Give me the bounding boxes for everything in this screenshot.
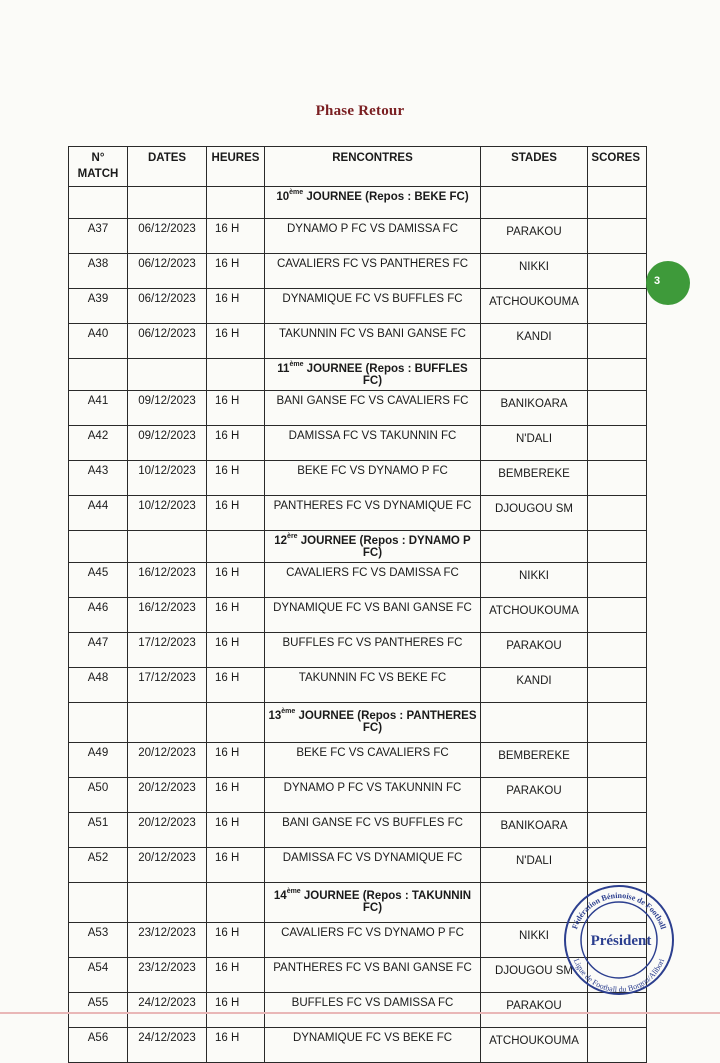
match-id: A55 <box>69 993 128 1028</box>
match-id: A49 <box>69 743 128 778</box>
header-match: N° MATCH <box>69 147 128 187</box>
match-score <box>588 848 647 883</box>
journee-row <box>69 359 647 391</box>
match-time: 16 H <box>207 958 265 993</box>
match-venue: BANIKOARA <box>481 813 588 848</box>
president-stamp <box>557 880 681 998</box>
match-id: A53 <box>69 923 128 958</box>
empty-cell <box>481 359 588 391</box>
match-date: 20/12/2023 <box>128 743 207 778</box>
empty-cell <box>481 703 588 743</box>
match-fixture: BUFFLES FC VS PANTHERES FC <box>265 633 481 668</box>
empty-cell <box>128 187 207 219</box>
empty-cell <box>128 883 207 923</box>
match-fixture: CAVALIERS FC VS DAMISSA FC <box>265 563 481 598</box>
journee-row <box>69 187 647 219</box>
match-time: 16 H <box>207 813 265 848</box>
empty-cell <box>207 531 265 563</box>
match-date: 23/12/2023 <box>128 923 207 958</box>
match-fixture: DYNAMO P FC VS DAMISSA FC <box>265 219 481 254</box>
match-venue: PARAKOU <box>481 633 588 668</box>
table-row <box>69 563 647 598</box>
match-date: 06/12/2023 <box>128 324 207 359</box>
empty-cell <box>481 531 588 563</box>
match-fixture: DYNAMIQUE FC VS BANI GANSE FC <box>265 598 481 633</box>
match-venue: BANIKOARA <box>481 391 588 426</box>
match-venue: PARAKOU <box>481 993 588 1028</box>
match-fixture: TAKUNNIN FC VS BANI GANSE FC <box>265 324 481 359</box>
empty-cell <box>588 359 647 391</box>
stamp-bottom-text: Ligue de Football du Borgou/Alibori <box>571 957 667 995</box>
match-id: A56 <box>69 1028 128 1063</box>
table-row <box>69 743 647 778</box>
match-venue: NIKKI <box>481 923 588 958</box>
empty-cell <box>69 359 128 391</box>
match-fixture: DYNAMIQUE FC VS BUFFLES FC <box>265 289 481 324</box>
match-date: 24/12/2023 <box>128 993 207 1028</box>
match-time: 16 H <box>207 289 265 324</box>
match-time: 16 H <box>207 391 265 426</box>
header-scores: SCORES <box>588 147 647 187</box>
page-title: Phase Retour <box>315 103 405 119</box>
match-score <box>588 598 647 633</box>
match-date: 24/12/2023 <box>128 1028 207 1063</box>
match-time: 16 H <box>207 633 265 668</box>
table-row <box>69 778 647 813</box>
match-venue: N'DALI <box>481 426 588 461</box>
table-row <box>69 254 647 289</box>
table-row <box>69 391 647 426</box>
match-venue: DJOUGOU SM <box>481 958 588 993</box>
header-dates: DATES <box>128 147 207 187</box>
match-id: A44 <box>69 496 128 531</box>
match-date: 10/12/2023 <box>128 461 207 496</box>
match-score <box>588 668 647 703</box>
match-venue: PARAKOU <box>481 219 588 254</box>
empty-cell <box>69 703 128 743</box>
match-id: A50 <box>69 778 128 813</box>
match-date: 17/12/2023 <box>128 668 207 703</box>
empty-cell <box>128 703 207 743</box>
match-id: A42 <box>69 426 128 461</box>
match-id: A54 <box>69 958 128 993</box>
match-date: 09/12/2023 <box>128 391 207 426</box>
journee-row <box>69 531 647 563</box>
match-score <box>588 289 647 324</box>
match-id: A38 <box>69 254 128 289</box>
match-fixture: BUFFLES FC VS DAMISSA FC <box>265 993 481 1028</box>
table-row <box>69 289 647 324</box>
match-score <box>588 219 647 254</box>
empty-cell <box>69 531 128 563</box>
header-stades: STADES <box>481 147 588 187</box>
table-row <box>69 219 647 254</box>
match-score <box>588 391 647 426</box>
empty-cell <box>128 359 207 391</box>
match-date: 06/12/2023 <box>128 254 207 289</box>
match-fixture: DAMISSA FC VS TAKUNNIN FC <box>265 426 481 461</box>
match-venue: NIKKI <box>481 254 588 289</box>
bottom-border-line <box>0 1012 720 1014</box>
empty-cell <box>207 703 265 743</box>
match-id: A45 <box>69 563 128 598</box>
match-venue: BEMBEREKE <box>481 743 588 778</box>
match-fixture: PANTHERES FC VS BANI GANSE FC <box>265 958 481 993</box>
empty-cell <box>69 187 128 219</box>
match-score <box>588 633 647 668</box>
table-row <box>69 426 647 461</box>
match-time: 16 H <box>207 563 265 598</box>
match-id: A40 <box>69 324 128 359</box>
match-id: A47 <box>69 633 128 668</box>
match-venue: ATCHOUKOUMA <box>481 289 588 324</box>
match-score <box>588 813 647 848</box>
table-row <box>69 668 647 703</box>
table-row <box>69 633 647 668</box>
match-date: 06/12/2023 <box>128 219 207 254</box>
journee-title: 10ème JOURNEE (Repos : BEKE FC) <box>265 187 481 219</box>
empty-cell <box>207 883 265 923</box>
match-score <box>588 778 647 813</box>
match-time: 16 H <box>207 219 265 254</box>
match-venue: KANDI <box>481 324 588 359</box>
empty-cell <box>588 187 647 219</box>
match-time: 16 H <box>207 496 265 531</box>
match-time: 16 H <box>207 461 265 496</box>
match-date: 16/12/2023 <box>128 563 207 598</box>
match-id: A37 <box>69 219 128 254</box>
match-date: 16/12/2023 <box>128 598 207 633</box>
empty-cell <box>207 359 265 391</box>
match-score <box>588 461 647 496</box>
match-id: A43 <box>69 461 128 496</box>
match-time: 16 H <box>207 993 265 1028</box>
match-date: 20/12/2023 <box>128 778 207 813</box>
table-row <box>69 813 647 848</box>
header-rencontres: RENCONTRES <box>265 147 481 187</box>
match-time: 16 H <box>207 426 265 461</box>
match-id: A51 <box>69 813 128 848</box>
match-score <box>588 743 647 778</box>
match-date: 10/12/2023 <box>128 496 207 531</box>
empty-cell <box>588 531 647 563</box>
journee-title: 11ème JOURNEE (Repos : BUFFLES FC) <box>265 359 481 391</box>
table-row <box>69 848 647 883</box>
stamp-top-text: Fédération Béninoise de Football <box>570 890 668 931</box>
empty-cell <box>481 187 588 219</box>
match-time: 16 H <box>207 324 265 359</box>
journee-title: 14ème JOURNEE (Repos : TAKUNNIN FC) <box>265 883 481 923</box>
match-fixture: TAKUNNIN FC VS BEKE FC <box>265 668 481 703</box>
match-time: 16 H <box>207 923 265 958</box>
match-fixture: DYNAMO P FC VS TAKUNNIN FC <box>265 778 481 813</box>
match-time: 16 H <box>207 778 265 813</box>
match-id: A41 <box>69 391 128 426</box>
empty-cell <box>128 531 207 563</box>
header-heures: HEURES <box>207 147 265 187</box>
match-fixture: BANI GANSE FC VS CAVALIERS FC <box>265 391 481 426</box>
table-row <box>69 324 647 359</box>
match-fixture: BEKE FC VS CAVALIERS FC <box>265 743 481 778</box>
match-venue: N'DALI <box>481 848 588 883</box>
match-time: 16 H <box>207 668 265 703</box>
table-row <box>69 1028 647 1063</box>
match-score <box>588 1028 647 1063</box>
journee-title: 13ème JOURNEE (Repos : PANTHERES FC) <box>265 703 481 743</box>
match-fixture: BANI GANSE FC VS BUFFLES FC <box>265 813 481 848</box>
match-venue: ATCHOUKOUMA <box>481 1028 588 1063</box>
match-date: 20/12/2023 <box>128 813 207 848</box>
match-date: 06/12/2023 <box>128 289 207 324</box>
table-row <box>69 598 647 633</box>
table-row <box>69 496 647 531</box>
match-score <box>588 254 647 289</box>
empty-cell <box>207 187 265 219</box>
match-date: 09/12/2023 <box>128 426 207 461</box>
stamp-center-text: Président <box>590 933 652 949</box>
match-fixture: BEKE FC VS DYNAMO P FC <box>265 461 481 496</box>
match-date: 23/12/2023 <box>128 958 207 993</box>
match-time: 16 H <box>207 254 265 289</box>
match-score <box>588 563 647 598</box>
match-time: 16 H <box>207 848 265 883</box>
match-venue: DJOUGOU SM <box>481 496 588 531</box>
match-venue: PARAKOU <box>481 778 588 813</box>
match-venue: KANDI <box>481 668 588 703</box>
journee-title: 12ère JOURNEE (Repos : DYNAMO P FC) <box>265 531 481 563</box>
match-id: A39 <box>69 289 128 324</box>
match-id: A52 <box>69 848 128 883</box>
empty-cell <box>69 883 128 923</box>
match-time: 16 H <box>207 598 265 633</box>
journee-row <box>69 703 647 743</box>
match-date: 20/12/2023 <box>128 848 207 883</box>
match-score <box>588 426 647 461</box>
page-number-badge: 3 <box>646 261 690 305</box>
table-row <box>69 461 647 496</box>
match-score <box>588 496 647 531</box>
match-date: 17/12/2023 <box>128 633 207 668</box>
match-fixture: CAVALIERS FC VS PANTHERES FC <box>265 254 481 289</box>
match-venue: NIKKI <box>481 563 588 598</box>
match-fixture: DYNAMIQUE FC VS BEKE FC <box>265 1028 481 1063</box>
match-id: A46 <box>69 598 128 633</box>
table-header-row <box>69 147 647 187</box>
match-venue: ATCHOUKOUMA <box>481 598 588 633</box>
match-fixture: PANTHERES FC VS DYNAMIQUE FC <box>265 496 481 531</box>
empty-cell <box>588 703 647 743</box>
match-venue: BEMBEREKE <box>481 461 588 496</box>
match-time: 16 H <box>207 743 265 778</box>
match-fixture: DAMISSA FC VS DYNAMIQUE FC <box>265 848 481 883</box>
match-time: 16 H <box>207 1028 265 1063</box>
match-fixture: CAVALIERS FC VS DYNAMO P FC <box>265 923 481 958</box>
match-score <box>588 324 647 359</box>
match-id: A48 <box>69 668 128 703</box>
